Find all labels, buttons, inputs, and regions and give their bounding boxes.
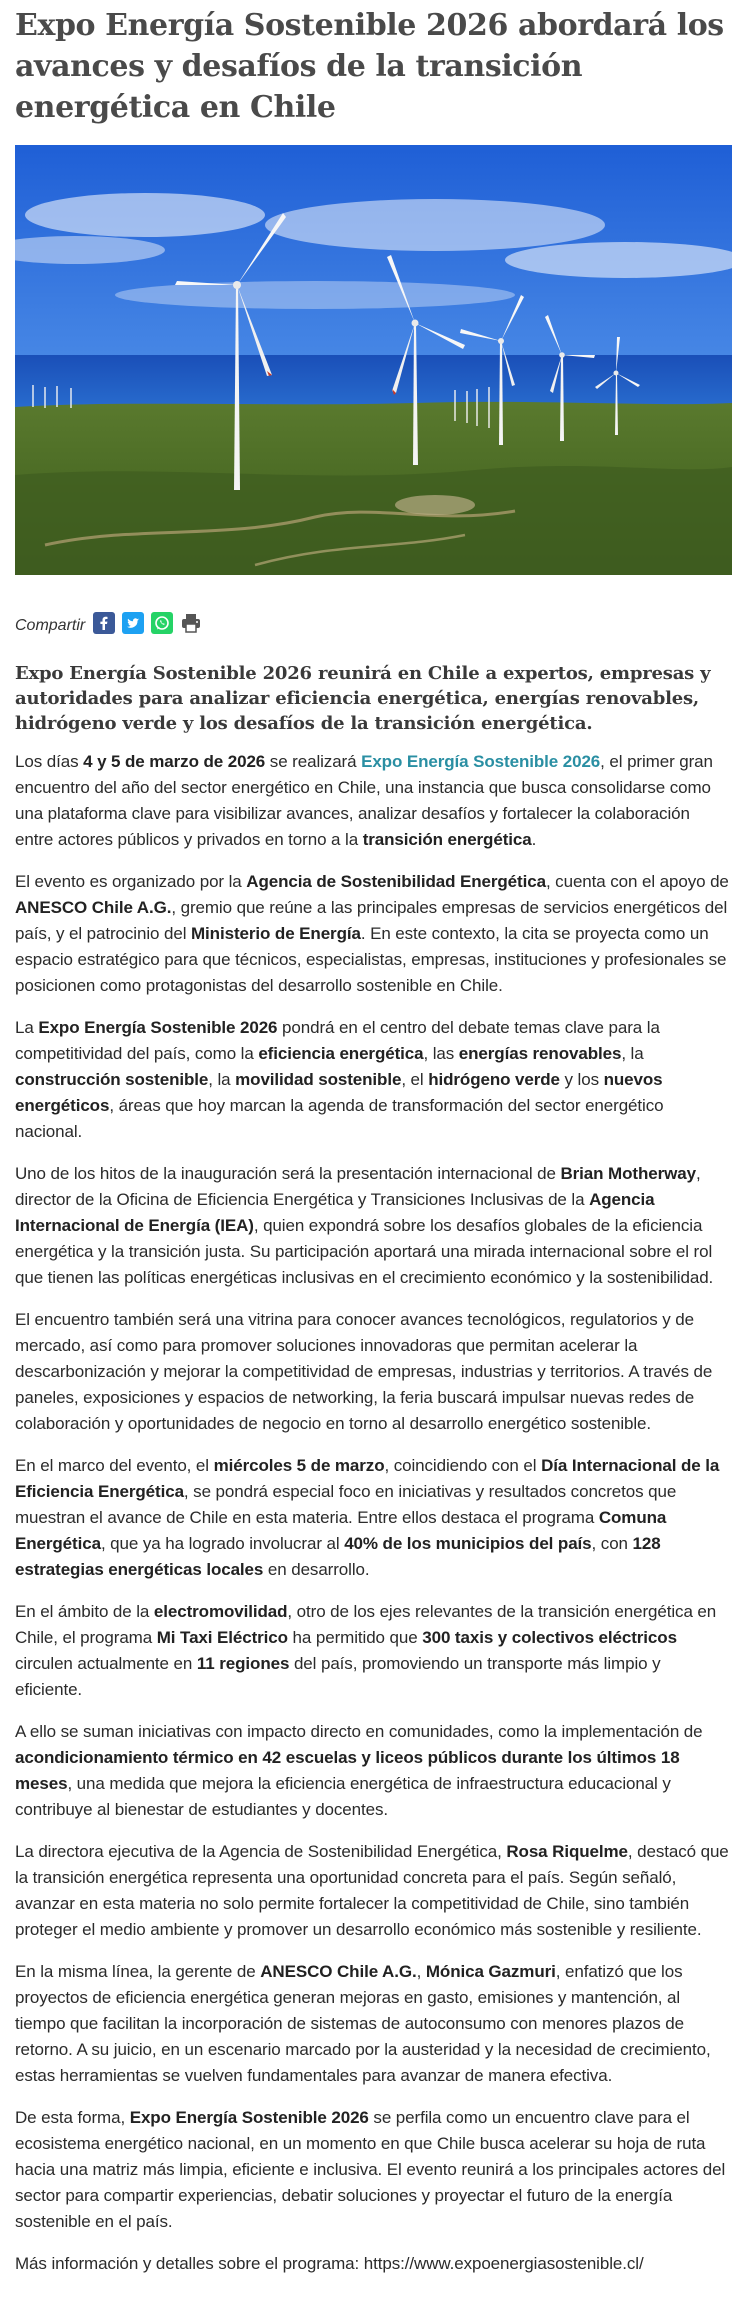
paragraph-text: , se pondrá especial foco en iniciativas y resultados concretos que muestran el avance de Chile en esta materia. Entre ellos destaca el programa — [15, 1482, 677, 1527]
article-paragraph — [15, 869, 732, 999]
bold-text: energías renovables — [458, 1044, 622, 1063]
bold-text: nuevos energéticos — [15, 1070, 663, 1115]
paragraph-text: , las — [423, 1044, 459, 1063]
paragraph-text: ha permitido que — [287, 1628, 423, 1647]
bold-text: Comuna Energética — [15, 1508, 667, 1553]
paragraph-text: . — [531, 830, 537, 849]
bold-text: ANESCO Chile A.G. — [15, 898, 172, 917]
bold-text: construcción sostenible — [15, 1070, 209, 1089]
paragraph-text: , áreas que hoy marcan la agenda de transformación del sector energético nacional. — [15, 1096, 664, 1141]
bold-text: movilidad sostenible — [235, 1070, 402, 1089]
whatsapp-icon[interactable] — [151, 612, 173, 634]
paragraph-text: , gremio que reúne a las principales empresas de servicios energéticos del país, y el patrocinio del — [15, 898, 728, 943]
article-paragraph — [15, 1719, 732, 1823]
paragraph-text: , con — [591, 1534, 633, 1553]
article-paragraph — [15, 749, 732, 853]
paragraph-text: En el marco del evento, el — [15, 1456, 214, 1475]
bold-text: Rosa Riquelme — [506, 1842, 628, 1861]
paragraph-text: En la misma línea, la gerente de — [15, 1962, 261, 1981]
bold-text: Ministerio de Energía — [191, 924, 361, 943]
article-paragraph — [15, 2105, 732, 2235]
paragraph-text: , cuenta con el apoyo de — [545, 872, 729, 891]
bold-text: 300 taxis y colectivos eléctricos — [422, 1628, 677, 1647]
expo-link[interactable]: Expo Energía Sostenible 2026 — [361, 752, 601, 771]
twitter-icon[interactable] — [122, 612, 144, 634]
article-paragraph — [15, 2251, 732, 2277]
bold-text: 4 y 5 de marzo de 2026 — [83, 752, 266, 771]
bold-text: Agencia de Sostenibilidad Energética — [246, 872, 546, 891]
article-lead: Expo Energía Sostenible 2026 reunirá en Chile a expertos, empresas y autoridades para analizar eficiencia energética, energías renovables, hidrógeno verde y los desafíos de la transición energética. — [15, 663, 711, 734]
share-bar — [15, 605, 732, 641]
bold-text: 40% de los municipios del país — [344, 1534, 592, 1553]
paragraph-text: , — [416, 1962, 426, 1981]
hero-image — [15, 145, 732, 575]
bold-text: Mónica Gazmuri — [425, 1962, 556, 1981]
bold-text: hidrógeno verde — [428, 1070, 560, 1089]
paragraph-text: El evento es organizado por la — [15, 872, 247, 891]
article-paragraph — [15, 1839, 732, 1943]
bold-text: Brian Motherway — [560, 1164, 696, 1183]
paragraph-text: La directora ejecutiva de la Agencia de Sostenibilidad Energética, — [15, 1842, 507, 1861]
bold-text: acondicionamiento térmico en 42 escuelas y liceos públicos durante los últimos 18 meses — [15, 1748, 680, 1793]
paragraph-text: En el ámbito de la — [15, 1602, 154, 1621]
paragraph-text: , el primer gran encuentro del año del sector energético en Chile, una instancia que busca consolidarse como una plataforma clave para visibilizar avances, analizar desafíos y fortalecer la colaboración entre actores públicos y privados en torno a la — [15, 752, 713, 849]
paragraph-text: en desarrollo. — [263, 1560, 370, 1579]
article-paragraph — [15, 1599, 732, 1703]
print-icon[interactable] — [180, 612, 202, 634]
facebook-icon[interactable] — [93, 612, 115, 634]
bold-text: miércoles 5 de marzo — [213, 1456, 385, 1475]
bold-text: ANESCO Chile A.G. — [260, 1962, 417, 1981]
paragraph-text: . En este contexto, la cita se proyecta como un espacio estratégico para que técnicos, especialistas, empresas, instituciones y profesionales se posicionen como protagonistas del desarrollo sostenible en Chile. — [15, 924, 727, 995]
paragraph-text: pondrá en el centro del debate temas clave para la competitividad del país, como la — [15, 1018, 660, 1063]
article-paragraph — [15, 1959, 732, 2089]
article-paragraph — [15, 1307, 732, 1437]
paragraph-text: , una medida que mejora la eficiencia energética de infraestructura educacional y contribuye al bienestar de estudiantes y docentes. — [15, 1774, 671, 1819]
bold-text: 11 regiones — [196, 1654, 290, 1673]
paragraph-text: La — [15, 1018, 39, 1037]
paragraph-text: , quien expondrá sobre los desafíos globales de la eficiencia energética y la transición justa. Su participación aportará una mirada internacional sobre el rol que tienen las políticas energéticas inclusivas en el crecimiento económico y la sostenibilidad. — [15, 1216, 714, 1287]
bold-text: electromovilidad — [153, 1602, 288, 1621]
paragraph-text: A ello se suman iniciativas con impacto directo en comunidades, como la implementación de — [15, 1722, 703, 1741]
paragraph-text: , enfatizó que los proyectos de eficiencia energética generan mejoras en gasto, emisiones y mantención, al tiempo que facilitan la incorporación de sistemas de autoconsumo con menores plazos de retorno. A su juicio, en un escenario marcado por la austeridad y la necesidad de crecimiento, estas herramientas se vuelven fundamentales para avanzar de manera efectiva. — [15, 1962, 711, 2085]
paragraph-text: y los — [559, 1070, 604, 1089]
paragraph-text: del país, promoviendo un transporte más limpio y eficiente. — [15, 1654, 661, 1699]
bold-text: 128 estrategias energéticas locales — [15, 1534, 661, 1579]
bold-text: eficiencia energética — [258, 1044, 424, 1063]
bold-text: Día Internacional de la Eficiencia Energética — [15, 1456, 720, 1501]
paragraph-text: circulen actualmente en — [15, 1654, 197, 1673]
share-label: Compartir — [15, 617, 86, 634]
paragraph-text: El encuentro también será una vitrina para conocer avances tecnológicos, regulatorios y de mercado, así como para promover soluciones innovadoras que permitan acelerar la descarbonización y mejorar la competitividad de empresas, industrias y territorios. A través de paneles, exposiciones y espacios de networking, la feria buscará impulsar nuevas redes de colaboración y oportunidades de negocio en torno al desarrollo energético sostenible. — [15, 1310, 713, 1433]
bold-text: Expo Energía Sostenible 2026 — [38, 1018, 278, 1037]
paragraph-text: Los días — [15, 752, 84, 771]
bold-text: transición energética — [362, 830, 532, 849]
paragraph-text: , la — [621, 1044, 644, 1063]
paragraph-text: Uno de los hitos de la inauguración será la presentación internacional de — [15, 1164, 561, 1183]
paragraph-text: se realizará — [265, 752, 362, 771]
wind-farm-photo — [15, 145, 732, 575]
bold-text: Agencia Internacional de Energía (IEA) — [15, 1190, 655, 1235]
bold-text: Expo Energía Sostenible 2026 — [129, 2108, 369, 2127]
paragraph-text: se perfila como un encuentro clave para el ecosistema energético nacional, en un momento en que Chile busca acelerar su hoja de ruta hacia una matriz más limpia, eficiente e inclusiva. El evento reunirá a los principales actores del sector para compartir experiencias, debatir soluciones y proyectar el futuro de la energía sostenible en el país. — [15, 2108, 726, 2231]
bold-text: Mi Taxi Eléctrico — [156, 1628, 288, 1647]
paragraph-text: , destacó que la transición energética representa una oportunidad concreta para el país. Según señaló, avanzar en esta materia no solo permite fortalecer la competitividad de Chile, sino también proteger el medio ambiente y promover un desarrollo económico más sostenible y resiliente. — [15, 1842, 729, 1939]
article-paragraph — [15, 1453, 732, 1583]
paragraph-text: , director de la Oficina de Eficiencia Energética y Transiciones Inclusivas de la — [15, 1164, 701, 1209]
article-body — [15, 749, 732, 2277]
article-title: Expo Energía Sostenible 2026 abordará los avances y desafíos de la transición energética en Chile — [15, 8, 724, 125]
paragraph-text: , que ya ha logrado involucrar al — [100, 1534, 345, 1553]
paragraph-text: , la — [208, 1070, 236, 1089]
paragraph-text: , el — [401, 1070, 429, 1089]
article-paragraph — [15, 1015, 732, 1145]
paragraph-text: Más información y detalles sobre el programa: https://www.expoenergiasostenible.cl/ — [15, 2254, 644, 2273]
paragraph-text: De esta forma, — [15, 2108, 130, 2127]
paragraph-text: , coincidiendo con el — [384, 1456, 542, 1475]
article-paragraph — [15, 1161, 732, 1291]
paragraph-text: , otro de los ejes relevantes de la transición energética en Chile, el programa — [15, 1602, 717, 1647]
